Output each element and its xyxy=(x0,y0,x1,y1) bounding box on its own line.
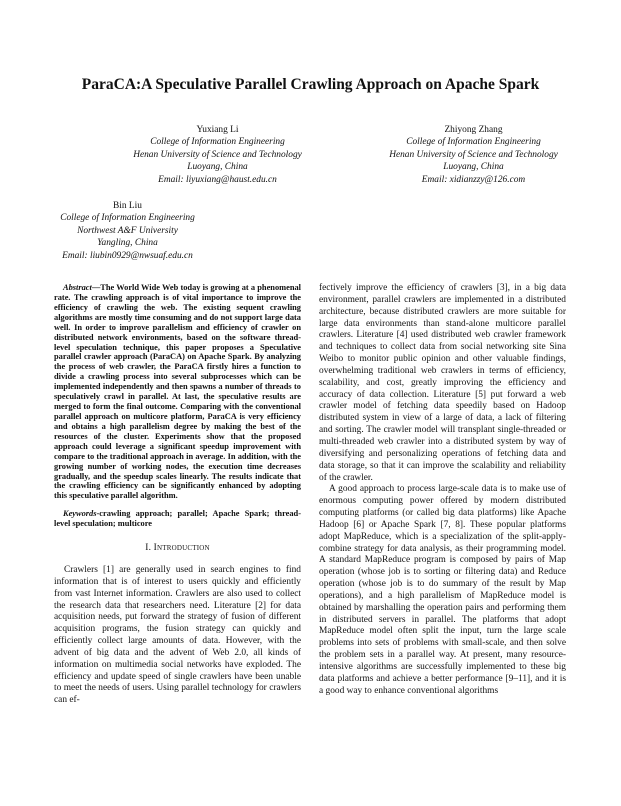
paper-title: ParaCA:A Speculative Parallel Crawling Approach on Apache Spark xyxy=(81,76,540,93)
intro-paragraph-1-part-1 xyxy=(54,565,301,707)
keywords xyxy=(54,509,301,529)
author-institution: Henan University of Science and Technology xyxy=(133,149,302,160)
author-name: Yuxiang Li xyxy=(196,125,239,135)
author-affiliation: College of Information Engineering xyxy=(406,137,541,148)
abstract xyxy=(54,283,301,501)
author-affiliation: College of Information Engineering xyxy=(60,213,195,224)
author-institution: Henan University of Science and Technology xyxy=(389,149,558,160)
author-block-3 xyxy=(40,200,215,262)
section-title: Introduction xyxy=(153,543,210,554)
abstract-text: —The World Wide Web today is growing at a phenomenal rate. The crawling approach is of vital importance to improve the efficiency of crawling the web. The existing sequent crawling algorithms are mostly time consuming and do not support large data well. In order to improve parallelism and efficiency of crawler on distributed network environments, based on the software thread-level speculation technique, this paper proposes a Speculative parallel crawler approach (ParaCA) on Apache Spark. By analyzing the process of web crawler, the ParaCA firstly hires a function to divide a crawling process into several subprocesses which can be implemented independently and then spawns a number of threads to speculatively crawl in parallel. At last, the speculative results are merged to form the final outcome. Comparing with the conventional parallel approach on multicore platform, ParaCA is very efficiency and obtains a high parallelism degree by making the best of the resources of the cluster. Experiments show that the proposed approach could leverage a significant speedup improvement with compare to the traditional approach in average. In addition, with the growing number of working nodes, the execution time decreases gradually, and the speedup scales linearly. The results indicate that the crawling efficiency can be significantly enhanced by adopting this speculative parallel algorithm. xyxy=(54,283,301,501)
intro-paragraph-2: A good approach to process large-scale data is to make use of enormous computing power offered by modern distributed computing platforms (or called big data platforms) like Apache Hadoop [6] or Apache Spark [7, 8]. These popular platforms adopt MapReduce, which is a specialization of the split-apply-combine strategy for data analysis, as their programming model. A standard MapReduce program is composed by pairs of Map operation (whose job is to sorting or filtering data) and Reduce operation (whose job is to do summary of the result by Map operations), and a high parallelism of MapReduce model is obtained by marshalling the operation pairs and performing them in distributed servers in parallel. The platforms that adopt MapReduce model often split the input, turn the large scale problems into sets of problems with small-scale, and then solve the problem sets in a parallel way. At present, many resource-intensive algorithms are successfully implemented to these big data platforms and achieve a better performance [9–11], and it is a good way to enhance conventional algorithms xyxy=(319,484,566,696)
right-column xyxy=(319,283,566,698)
author-email: Email: liyuxiang@haust.edu.cn xyxy=(158,174,277,185)
author-institution: Northwest A&F University xyxy=(77,225,178,236)
author-location: Luoyang, China xyxy=(443,162,504,173)
left-column xyxy=(54,283,301,707)
author-name: Bin Liu xyxy=(113,201,142,211)
author-block-2 xyxy=(366,124,581,186)
keywords-label: Keywords xyxy=(63,509,97,519)
author-block-1 xyxy=(110,124,325,186)
intro-paragraph-1-text-a: Crawlers [1] are generally used in search engines to find information that is of interest to users quickly and efficiently from vast Internet information. Crawlers are also used to collect the research data that researchers need. Literature [2] for data acquisition needs, put forward the strategy of fusion of different acquisition programs, the fusion strategy can quickly and efficiently collect large amounts of data. However, with the advent of big data and the advent of Web 2.0, all kinds of information on multimedia social networks have exploded. The efficiency and update speed of single crawlers have been unable to meet the needs of users. Using parallel technology for crawlers can ef- xyxy=(54,564,301,706)
section-heading xyxy=(54,543,301,555)
intro-paragraph-1-part-2 xyxy=(319,283,566,484)
intro-paragraph-1-text-b: fectively improve the efficiency of crawlers [3], in a big data environment, parallel crawlers are implemented in a distributed architecture, because distributed crawlers are more suitable for large data environments than stand-alone multicore parallel crawlers. Literature [4] used distributed web crawler framework and techniques to collect data from social networking site Sina Weibo to monitor public opinion and other valuable findings, overwhelming traditional web crawlers in terms of efficiency, scalability, and cost, greatly improving the efficiency and accuracy of data collection. Literature [5] put forward a web crawler model of fetching data speedily based on Hadoop distributed system in view of a large of data, a lack of filtering and sorting. The crawler model will transplant single-threaded or multi-threaded web crawler into a distributed system by way of diversifying and personalizing operations of fetching data and data storage, so that it can improve the scalability and reliability of the crawler. xyxy=(319,283,566,483)
author-affiliation: College of Information Engineering xyxy=(150,137,285,148)
author-location: Yangling, China xyxy=(97,238,158,249)
section-number: I. xyxy=(145,543,152,554)
author-email: Email: liubin0929@nwsuaf.edu.cn xyxy=(62,250,193,261)
keywords-text: -crawling approach; parallel; Apache Spark; thread-level speculation; multicore xyxy=(54,509,301,529)
abstract-label: Abstract xyxy=(63,283,92,292)
author-name: Zhiyong Zhang xyxy=(444,125,503,135)
author-email: Email: xidianzzy@126.com xyxy=(421,174,526,185)
author-location: Luoyang, China xyxy=(187,162,248,173)
